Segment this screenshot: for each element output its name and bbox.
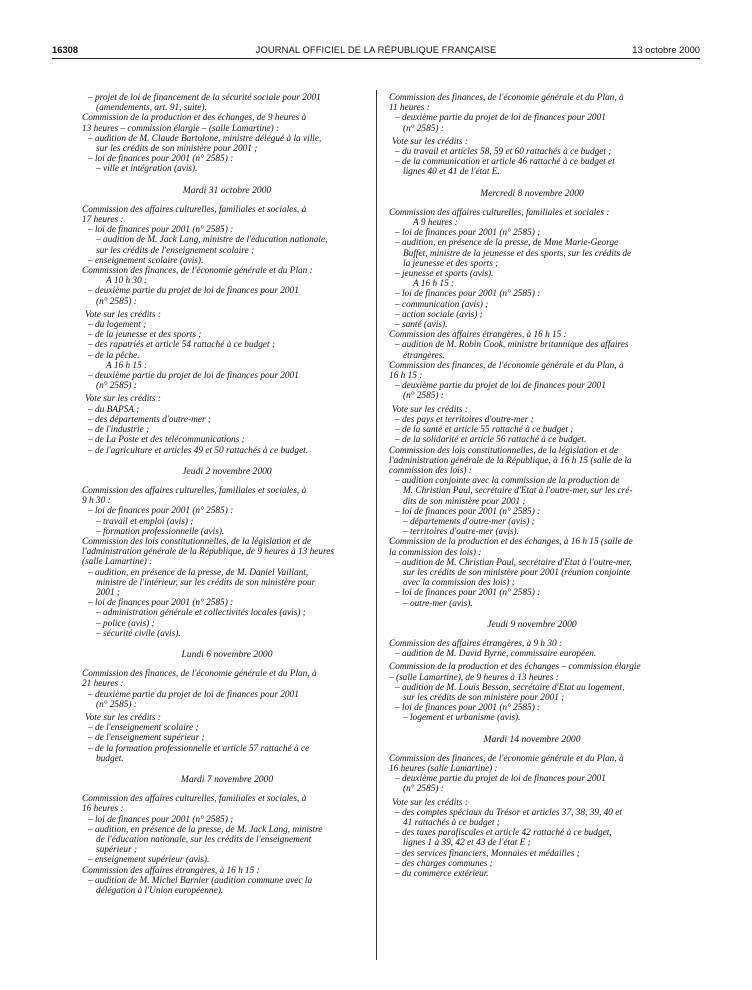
agenda-line: – audition de M. Michel Barnier (audition commune avec la — [88, 875, 313, 886]
agenda-line: – projet de loi de financement de la sécurité sociale pour 2001 — [88, 93, 321, 103]
agenda-line: sur les crédits de l'enseignement scolaire ; — [96, 245, 255, 256]
agenda-line: (n° 2585) : — [403, 784, 444, 795]
agenda-line: – de l'enseignement scolaire ; — [88, 723, 199, 734]
agenda-line: – logement et urbanisme (avis). — [403, 713, 521, 724]
commission-line: Commission des finances, de l'économie générale et du Plan, à — [389, 360, 624, 371]
agenda-line: – santé (avis). — [395, 320, 448, 331]
agenda-line: – du BAPSA ; — [88, 404, 140, 415]
date-heading: Jeudi 9 novembre 2000 — [487, 619, 577, 630]
agenda-line: A 10 h 30 : — [106, 276, 148, 287]
agenda-line: – des charges communes ; — [395, 858, 493, 869]
agenda-line: 41 rattachés à ce budget ; — [403, 818, 500, 828]
agenda-line: – de l'agriculture et articles 49 et 50 rattachés à ce budget. — [88, 445, 309, 456]
agenda-line: lignes 40 et 41 de l'état E. — [403, 167, 500, 178]
commission-line: Commission de la production et des échanges – commission élargie — [389, 662, 641, 673]
agenda-line: – deuxième partie du projet de loi de finances pour 2001 — [395, 113, 606, 124]
agenda-line: – loi de finances pour 2001 (n° 2585) : — [88, 598, 234, 609]
agenda-line: – de la formation professionnelle et article 57 rattaché à ce — [88, 743, 310, 754]
agenda-line: – audition de M. Claude Bartolone, ministre délégué à la ville, — [88, 133, 322, 144]
agenda-line: supérieur ; — [96, 845, 138, 856]
date-heading: Mercredi 8 novembre 2000 — [480, 188, 584, 199]
agenda-line: – communication (avis) ; — [395, 299, 489, 310]
date-heading: Lundi 6 novembre 2000 — [181, 649, 273, 660]
commission-line: Commission des affaires étrangères, à 9 h 30 : — [389, 638, 563, 649]
agenda-line: 16 h 15 : — [389, 371, 423, 382]
agenda-line: – de la pêche. — [88, 350, 140, 361]
agenda-line: – action sociale (avis) ; — [395, 309, 483, 320]
agenda-line: délégation à l'Union européenne). — [96, 886, 224, 897]
vote-heading: Vote sur les crédits : — [85, 309, 161, 320]
commission-line: Commission des affaires étrangères, à 16 h 15 : — [389, 330, 567, 341]
journal-title: JOURNAL OFFICIEL DE LA RÉPUBLIQUE FRANÇAISE — [255, 44, 497, 55]
left-column — [82, 93, 372, 896]
vote-heading: Vote sur les crédits : — [392, 136, 468, 147]
agenda-line: 16 heures (salle Lamartine) : — [389, 763, 498, 774]
agenda-line: (amendements, art. 91, suite). — [96, 103, 207, 114]
agenda-line: – deuxième partie du projet de loi de finances pour 2001 — [88, 689, 299, 700]
agenda-line: sur les crédits de son ministère pour 2001 ; — [403, 692, 565, 703]
commission-line: Commission des lois constitutionnelles, de la législation et de — [82, 536, 312, 547]
agenda-line: (n° 2585) : — [96, 699, 137, 710]
agenda-line: – du commerce extérieur. — [395, 869, 489, 880]
agenda-line: – audition de M. Robin Cook, ministre britannique des affaires — [395, 340, 629, 351]
agenda-line: – audition, en présence de la presse, de Mme Marie-George — [395, 238, 619, 249]
agenda-line: – formation professionnelle (avis). — [96, 526, 225, 537]
agenda-line: – sécurité civile (avis). — [96, 628, 181, 639]
agenda-line: – loi de finances pour 2001 (n° 2585) : — [88, 154, 234, 165]
agenda-line: – loi de finances pour 2001 (n° 2585) : — [395, 289, 541, 300]
agenda-line: dits de son ministère pour 2001 ; — [403, 496, 526, 507]
agenda-line: – loi de finances pour 2001 (n° 2585) : — [88, 225, 234, 236]
commission-line: Commission des affaires culturelles, familiales et sociales, à — [82, 485, 307, 496]
agenda-line: de l'éducation nationale, sur les crédits de l'enseignement — [96, 835, 312, 845]
agenda-line: – police (avis) ; — [96, 618, 155, 629]
commission-line: Commission des finances, de l'économie générale et du Plan, à — [82, 669, 317, 680]
agenda-line: – du travail et articles 58, 59 et 60 rattachés à ce budget ; — [395, 147, 612, 158]
right-column — [389, 93, 675, 879]
agenda-line: – deuxième partie du projet de loi de finances pour 2001 — [395, 774, 606, 785]
agenda-line: – départements d'outre-mer (avis) ; — [403, 516, 535, 527]
column-divider — [376, 90, 377, 960]
agenda-line: 16 heures : — [82, 804, 124, 815]
issue-date: 13 octobre 2000 — [632, 44, 700, 55]
agenda-line: – des comptes spéciaux du Trésor et articles 37, 38, 39, 40 et — [395, 807, 622, 818]
agenda-line: – audition, en présence de la presse, de M. Daniel Vaillant, — [88, 567, 309, 578]
header-rule — [52, 58, 700, 59]
agenda-line: – audition de M. Louis Besson, secrétaire d'Etat au logement, — [395, 682, 625, 693]
agenda-line: – loi de finances pour 2001 (n° 2585) ; — [88, 814, 234, 825]
agenda-line: – de la communication et article 46 rattaché à ce budget et — [395, 157, 615, 168]
agenda-line: lignes 1 à 39, 42 et 43 de l'état E ; — [403, 838, 531, 849]
agenda-line: – de l'industrie ; — [88, 425, 150, 436]
agenda-line: – territoires d'outre-mer (avis). — [403, 527, 519, 538]
date-heading: Jeudi 2 novembre 2000 — [182, 466, 272, 477]
vote-heading: Vote sur les crédits : — [85, 712, 161, 723]
page-header — [52, 44, 700, 58]
agenda-line: 2001 ; — [96, 587, 121, 598]
commission-line: Commission des affaires étrangères, à 16 h 15 : — [82, 865, 260, 876]
agenda-line: – de La Poste et des télécommunications ; — [88, 435, 245, 446]
agenda-line: – de l'enseignement supérieur ; — [88, 733, 205, 744]
commission-line: Commission des affaires culturelles, familiales et sociales, à — [82, 204, 307, 215]
agenda-line: Buffet, ministre de la jeunesse et des sports, sur les crédits de — [403, 248, 632, 259]
agenda-line: – loi de finances pour 2001 (n° 2585) : — [395, 506, 541, 517]
agenda-line: A 16 h 15 : — [106, 360, 148, 371]
agenda-line: – travail et emploi (avis) ; — [96, 516, 194, 527]
agenda-line: – des rapatriés et article 54 rattaché à ce budget ; — [88, 340, 275, 351]
agenda-line: (n° 2585) : — [403, 123, 444, 134]
commission-line: Commission des affaires culturelles, familiales et sociales, à — [82, 794, 307, 805]
agenda-line: l'administration générale de la République, à 16 h 15 (salle de la — [389, 455, 632, 466]
date-heading: Mardi 14 novembre 2000 — [483, 734, 581, 745]
commission-line: Commission de la production et des échanges, de 9 heures à — [82, 113, 307, 124]
agenda-line: – de la jeunesse et des sports ; — [88, 330, 202, 341]
agenda-line: la commission des lois) : — [389, 547, 482, 558]
vote-heading: Vote sur les crédits : — [85, 394, 161, 405]
agenda-line: – outre-mer (avis). — [403, 598, 473, 609]
date-heading: Mardi 7 novembre 2000 — [180, 774, 274, 785]
commission-line: Commission des finances, de l'économie générale et du Plan, à — [389, 93, 624, 103]
agenda-line: (n° 2585) : — [403, 391, 444, 402]
agenda-line: – du logement ; — [88, 320, 147, 331]
agenda-line: – loi de finances pour 2001 (n° 2585) : — [395, 588, 541, 599]
vote-heading: Vote sur les crédits : — [392, 404, 468, 415]
agenda-line: M. Christian Paul, secrétaire d'Etat à l'outre-mer, sur les cré- — [403, 486, 633, 497]
agenda-line: – audition de M. David Byrne, commissaire européen. — [395, 649, 597, 660]
agenda-line: – loi de finances pour 2001 (n° 2585) : — [88, 506, 234, 517]
agenda-line: – enseignement scolaire (avis). — [88, 255, 204, 266]
agenda-line: budget. — [96, 753, 124, 764]
agenda-line: 11 heures : — [389, 103, 430, 114]
agenda-line: – des taxes parafiscales et article 42 rattaché à ce budget, — [395, 828, 612, 839]
agenda-line: – loi de finances pour 2001 (n° 2585) ; — [395, 228, 541, 239]
agenda-line: A 9 heures : — [413, 218, 458, 229]
agenda-line: (salle Lamartine) : — [82, 557, 153, 568]
page-number: 16308 — [52, 44, 79, 55]
agenda-line: étrangères. — [403, 350, 445, 361]
agenda-line: – ville et intégration (avis). — [96, 164, 198, 175]
commission-line: Commission de la production et des échanges, à 16 h 15 (salle de — [389, 537, 633, 548]
agenda-line: – des pays et territoires d'outre-mer ; — [395, 414, 534, 425]
agenda-line: – audition de M. Jack Lang, ministre de l'éducation nationale, — [96, 235, 328, 246]
agenda-line: 9 h 30 : — [82, 496, 111, 507]
agenda-line: – audition de M. Christian Paul, secrétaire d'Etat à l'outre-mer, — [395, 557, 632, 568]
agenda-line: commission des lois) : — [389, 465, 472, 476]
commission-line: Commission des finances, de l'économie générale et du Plan : — [82, 266, 313, 277]
date-heading: Mardi 31 octobre 2000 — [182, 185, 272, 196]
agenda-line: ministre de l'intérieur, sur les crédits de son ministère pour — [96, 577, 316, 588]
commission-line: Commission des finances, de l'économie générale et du Plan, à — [389, 753, 624, 764]
vote-heading: Vote sur les crédits : — [392, 797, 468, 808]
agenda-line: – deuxième partie du projet de loi de finances pour 2001 — [88, 286, 299, 297]
agenda-line: – deuxième partie du projet de loi de finances pour 2001 — [395, 381, 606, 392]
agenda-line: – enseignement supérieur (avis). — [88, 855, 210, 866]
agenda-line: – de la santé et article 55 rattaché à ce budget ; — [395, 425, 574, 436]
agenda-line: – deuxième partie du projet de loi de finances pour 2001 — [88, 371, 299, 382]
agenda-line: sur les crédits de son ministère pour 2001 (réunion conjointe — [403, 567, 631, 578]
agenda-line: – des services financiers, Monnaies et médailles ; — [395, 848, 580, 859]
agenda-line: (n° 2585) : — [96, 296, 137, 307]
agenda-line: – de la solidarité et article 56 rattaché à ce budget. — [395, 435, 587, 446]
agenda-line: – audition, en présence de la presse, de M. Jack Lang, ministre — [88, 824, 323, 835]
agenda-line: avec la commission des lois) ; — [403, 578, 515, 589]
agenda-line: l'administration générale de la République, de 9 heures à 13 heures — [82, 547, 335, 558]
agenda-line: (n° 2585) : — [96, 381, 137, 392]
commission-line: Commission des affaires culturelles, familiales et sociales : — [389, 207, 610, 218]
agenda-line: – loi de finances pour 2001 (n° 2585) : — [395, 703, 541, 714]
agenda-line: – audition conjointe avec la commission de la production de — [395, 476, 620, 487]
agenda-line: 13 heures – commission élargie – (salle Lamartine) : — [82, 123, 280, 134]
commission-line: Commission des lois constitutionnelles, de la législation et de — [389, 445, 619, 456]
agenda-line: 21 heures : — [82, 679, 124, 690]
agenda-line: sur les crédits de son ministère pour 2001 ; — [96, 144, 258, 155]
agenda-line: – (salle Lamartine), de 9 heures à 13 heures : — [389, 672, 559, 683]
agenda-line: – jeunesse et sports (avis). — [395, 269, 494, 280]
agenda-line: – administration générale et collectivités locales (avis) ; — [96, 608, 306, 619]
agenda-line: A 16 h 15 : — [413, 279, 455, 290]
agenda-line: la jeunesse et des sports ; — [403, 258, 499, 269]
agenda-line: – des départements d'outre-mer ; — [88, 414, 211, 425]
agenda-line: 17 heures : — [82, 215, 124, 226]
